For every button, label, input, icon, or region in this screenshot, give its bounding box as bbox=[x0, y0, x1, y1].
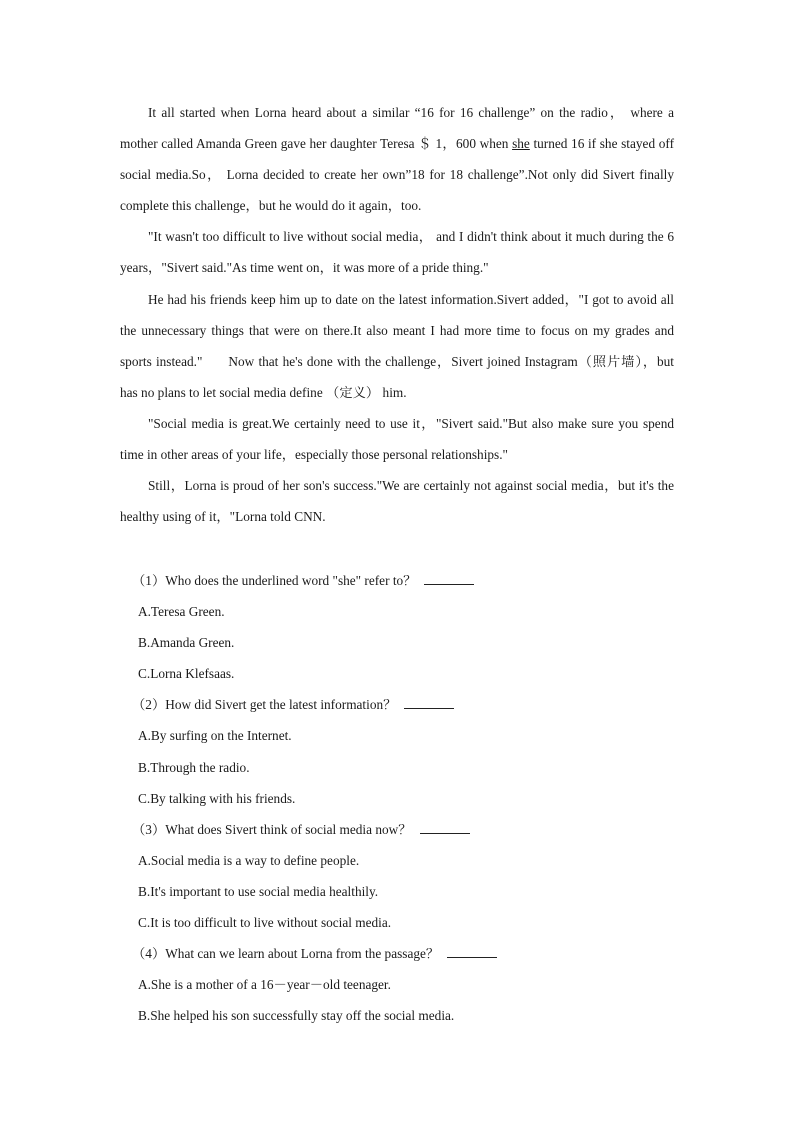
question-1: （1）Who does the underlined word "she" refer to？ bbox=[132, 565, 678, 596]
question-4: （4）What can we learn about Lorna from the passage？ bbox=[132, 938, 678, 969]
paragraph-2: "It wasn't too difficult to live without social media， and I didn't think about it much during the 6 years，"Sivert said."As time went on，it was more of a pride thing." bbox=[120, 229, 674, 276]
paragraph-1: It all started when Lorna heard about a similar “16 for 16 challenge” on the radio， where a mother called Amanda Green gave her daughter Teresa ＄ 1，600 when she turned 16 if she stayed off social media.So， Lorna decided to create her own”18 for 18 challenge”.Not only did Sivert finally complete this challenge，but he would do it again，too. bbox=[120, 105, 674, 214]
underlined-word-she: she bbox=[512, 136, 530, 152]
option-2a: A.By surfing on the Internet. bbox=[138, 728, 292, 744]
option-2c: C.By talking with his friends. bbox=[138, 790, 296, 806]
paragraph-5: Still，Lorna is proud of her son's success."We are certainly not against social media，but it's the healthy using of it，"Lorna told CNN. bbox=[120, 478, 674, 525]
option-3b: B.It's important to use social media healthily. bbox=[138, 883, 379, 899]
option-4a: A.She is a mother of a 16－year－old teenager. bbox=[138, 977, 391, 993]
reading-passage bbox=[120, 97, 674, 532]
question-3: （3）What does Sivert think of social media now？ bbox=[132, 814, 678, 845]
option-1b: B.Amanda Green. bbox=[138, 635, 235, 651]
option-4b: B.She helped his son successfully stay off the social media. bbox=[138, 1008, 455, 1024]
option-1a: A.Teresa Green. bbox=[138, 604, 225, 620]
answer-blank-2[interactable] bbox=[404, 698, 454, 709]
option-2b: B.Through the radio. bbox=[138, 759, 250, 775]
question-list bbox=[132, 565, 678, 1031]
answer-blank-3[interactable] bbox=[420, 823, 470, 834]
paragraph-4: "Social media is great.We certainly need to use it，"Sivert said."But also make sure you spend time in other areas of your life，especially those personal relationships." bbox=[120, 415, 674, 463]
answer-blank-4[interactable] bbox=[447, 947, 497, 958]
paragraph-3: He had his friends keep him up to date on the latest information.Sivert added，"I got to avoid all the unnecessary things that were on there.It also meant I had more time to focus on my grades and sports instead." Now that he's done with the challenge，Sivert joined Instagram（照片墙），but has no plans to let social media define （定义） him. bbox=[120, 291, 675, 400]
option-1c: C.Lorna Klefsaas. bbox=[138, 666, 235, 682]
option-3a: A.Social media is a way to define people. bbox=[138, 852, 360, 868]
option-3c: C.It is too difficult to live without social media. bbox=[138, 915, 392, 931]
question-2: （2）How did Sivert get the latest information？ bbox=[132, 689, 678, 720]
answer-blank-1[interactable] bbox=[424, 574, 474, 585]
